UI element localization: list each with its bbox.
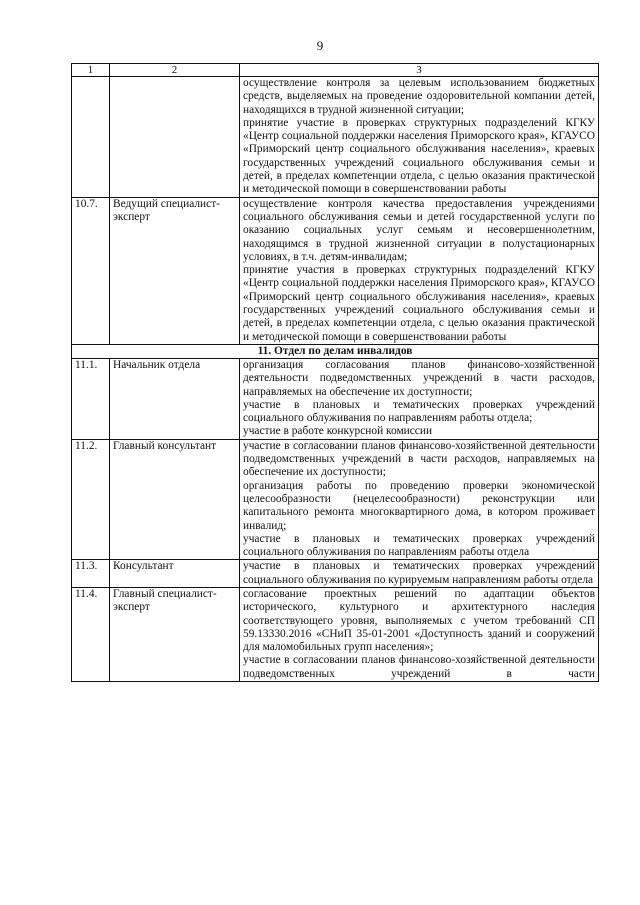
duty-paragraph: участие в плановых и тематических проверках учреждений социального облуживания по направлениям работы отдела; [243, 398, 595, 425]
row-duties [240, 560, 599, 588]
table-row [72, 197, 599, 344]
duty-paragraph: осуществление контроля за целевым использованием бюджетных средств, выделяемых на проведение оздоровительной компании детей, находящихся в трудной жизненной ситуации; [243, 77, 595, 116]
row-number: 11.3. [72, 560, 110, 588]
row-position: Ведущий специалист-эксперт [110, 197, 240, 344]
table-row [72, 560, 599, 588]
duty-paragraph: организация работы по проведению проверки экономической целесообразности (нецелесообразности) реконструкции или капитального ремонта многоквартирного дома, в котором проживает инвалид; [243, 479, 595, 532]
duty-paragraph: участие в плановых и тематических проверках учреждений социального облуживания по курируемым направлениям работы отдела [243, 560, 595, 586]
row-duties [240, 197, 599, 344]
duty-paragraph: согласование проектных решений по адаптации объектов исторического, культурного и архитектурного наследия соответствующего уровня, выполняемых с учетом требований СП 59.13330.2016 «СНиП 35-01-2001 «Доступность зданий и сооружений для маломобильных групп населения»; [243, 587, 595, 654]
row-number: 11.1. [72, 358, 110, 439]
row-position [110, 77, 240, 198]
duty-paragraph: участие в работе конкурсной комиссии [243, 425, 433, 438]
row-position: Начальник отдела [110, 358, 240, 439]
header-col-number: 1 [72, 64, 110, 77]
duty-paragraph: участие в плановых и тематических проверках учреждений социального облуживания по направлениям работы отдела [243, 532, 595, 559]
row-duties [240, 587, 599, 681]
duty-paragraph: участие в согласовании планов финансово-хозяйственной деятельности подведомственных учреждений в части [243, 654, 595, 680]
table-row [72, 77, 599, 198]
row-duties [240, 439, 599, 560]
table-row [72, 587, 599, 681]
duties-table [71, 63, 599, 682]
section-header-row [72, 344, 599, 358]
duty-paragraph: принятие участие в проверках структурных подразделений КГКУ «Центр социальной поддержки населения Приморского края», КГАУСО «Приморский центр социального обслуживания населения», краевых государственных учреждений социального обслуживания семьи и детей, в пределах компетенции отдела, с целью оказания практической и методической помощи в совершенствовании работы [243, 116, 595, 196]
row-position: Главный консультант [110, 439, 240, 560]
duty-paragraph: принятие участия в проверках структурных подразделений КГКУ «Центр социальной поддержки населения Приморского края», КГАУСО «Приморский центр социального обслуживания населения», краевых государственных учреждений социального обслуживания семьи и детей, в пределах компетенции отдела, с целью оказания практической и методической помощи в совершенствовании работы [243, 264, 595, 343]
row-duties [240, 77, 599, 198]
duty-paragraph: участие в согласовании планов финансово-хозяйственной деятельности подведомственных учреждений в части расходов, направляемых на обеспечение их доступности; [243, 439, 595, 479]
row-position: Главный специалист-эксперт [110, 587, 240, 681]
row-position: Консультант [110, 560, 240, 588]
table-header-row [72, 64, 599, 77]
section-title: 11. Отдел по делам инвалидов [72, 344, 599, 358]
page-number: 9 [316, 38, 324, 53]
row-number: 11.2. [72, 439, 110, 560]
table-row [72, 439, 599, 560]
row-duties [240, 358, 599, 439]
header-col-position: 2 [110, 64, 240, 77]
table-row [72, 358, 599, 439]
duty-paragraph: организация согласования планов финансово-хозяйственной деятельности подведомственных учреждений в части расходов, направляемых на обеспечение их доступности; [243, 358, 595, 398]
row-number: 10.7. [72, 197, 110, 344]
row-number: 11.4. [72, 587, 110, 681]
duty-paragraph: осуществление контроля качества предоставления учреждениями социального обслуживания семьи и детей государственной услуги по оказанию социальных услуг семьям и несовершеннолетним, находящимся в трудной жизненной ситуации в полустационарных условиях, в т.ч. детям-инвалидам; [243, 197, 595, 263]
row-number [72, 77, 110, 198]
header-col-duties: 3 [240, 64, 599, 77]
